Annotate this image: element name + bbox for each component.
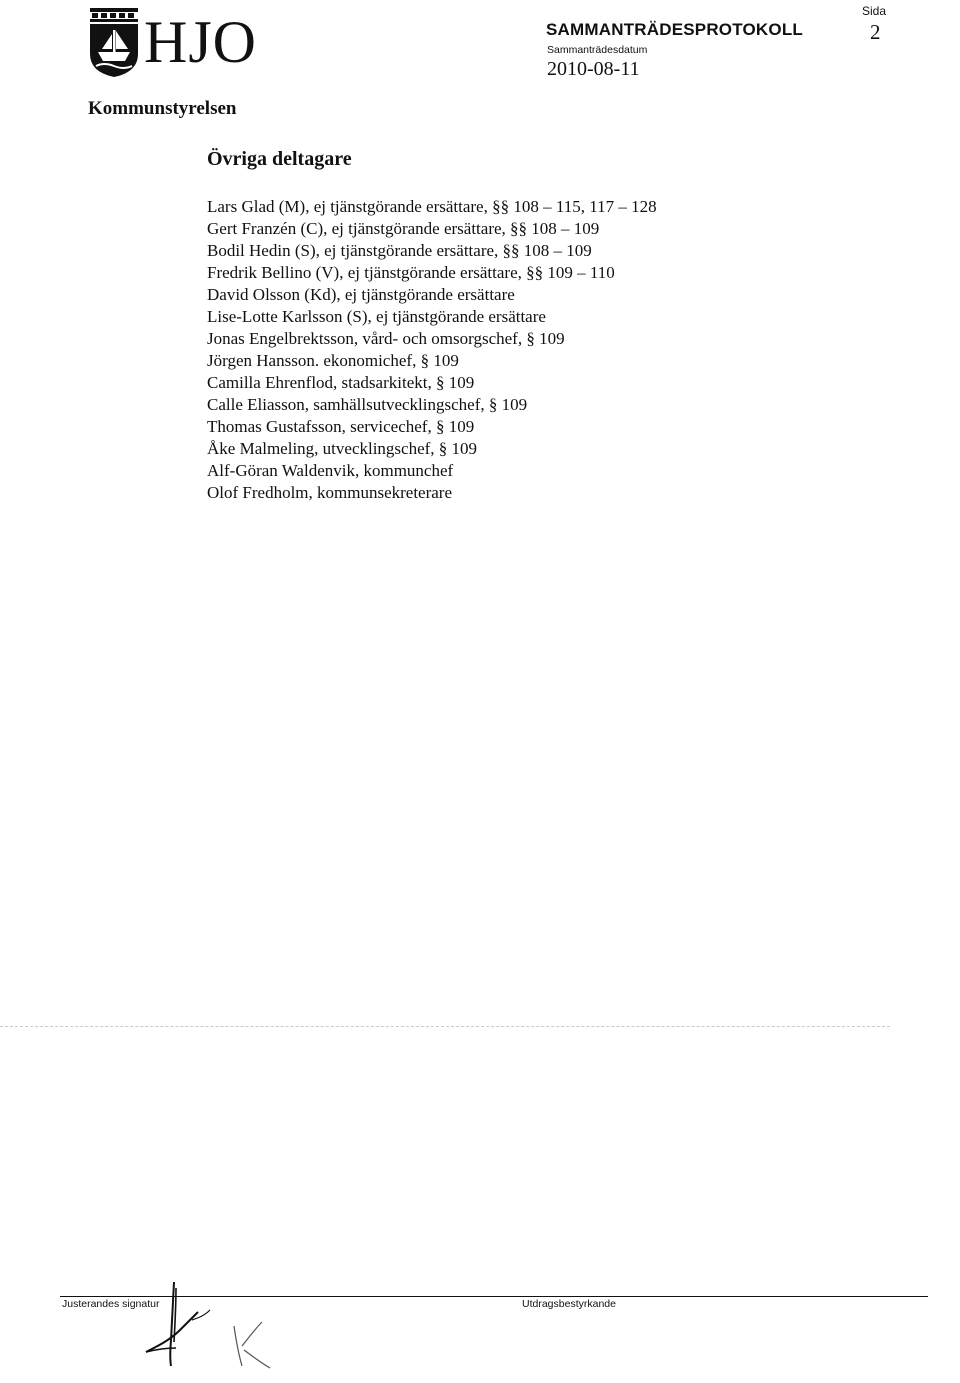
logo-text: HJO [144, 9, 258, 75]
list-item: Gert Franzén (C), ej tjänstgörande ersättare, §§ 108 – 109 [207, 219, 600, 238]
meeting-date-label: Sammanträdesdatum [547, 44, 648, 56]
document-type: SAMMANTRÄDESPROTOKOLL [546, 20, 803, 39]
page-label: Sida [862, 4, 887, 18]
list-item: Lise-Lotte Karlsson (S), ej tjänstgörande ersättare [207, 307, 546, 326]
list-item: Alf-Göran Waldenvik, kommunchef [207, 461, 454, 480]
handwritten-signature [140, 1280, 220, 1370]
list-item: Åke Malmeling, utvecklingschef, § 109 [207, 439, 478, 458]
municipality-logo [86, 6, 256, 78]
certification-field-label: Utdragsbestyrkande [522, 1298, 616, 1310]
list-item: Calle Eliasson, samhällsutvecklingschef, § 109 [207, 395, 528, 414]
list-item: Camilla Ehrenflod, stadsarkitekt, § 109 [207, 373, 475, 392]
list-item: Lars Glad (M), ej tjänstgörande ersättare, §§ 108 – 115, 117 – 128 [207, 197, 657, 216]
signature-field-label: Justerandes signatur [62, 1298, 160, 1310]
scan-artifact-line [0, 1026, 890, 1027]
list-item: Jonas Engelbrektsson, vård- och omsorgschef, § 109 [207, 329, 565, 348]
list-item: David Olsson (Kd), ej tjänstgörande ersättare [207, 285, 515, 304]
handwritten-initials [226, 1316, 278, 1372]
meeting-date: 2010-08-11 [547, 58, 640, 80]
list-item: Olof Fredholm, kommunsekreterare [207, 483, 453, 502]
coat-of-arms-icon [86, 6, 142, 78]
list-item: Thomas Gustafsson, servicechef, § 109 [207, 417, 475, 436]
participant-list [207, 196, 657, 504]
list-item: Fredrik Bellino (V), ej tjänstgörande ersättare, §§ 109 – 110 [207, 263, 615, 282]
list-item: Bodil Hedin (S), ej tjänstgörande ersättare, §§ 108 – 109 [207, 241, 592, 260]
section-heading: Övriga deltagare [207, 148, 352, 170]
page-number: 2 [870, 20, 881, 44]
organization-name: Kommunstyrelsen [88, 98, 237, 119]
list-item: Jörgen Hansson. ekonomichef, § 109 [207, 351, 459, 370]
